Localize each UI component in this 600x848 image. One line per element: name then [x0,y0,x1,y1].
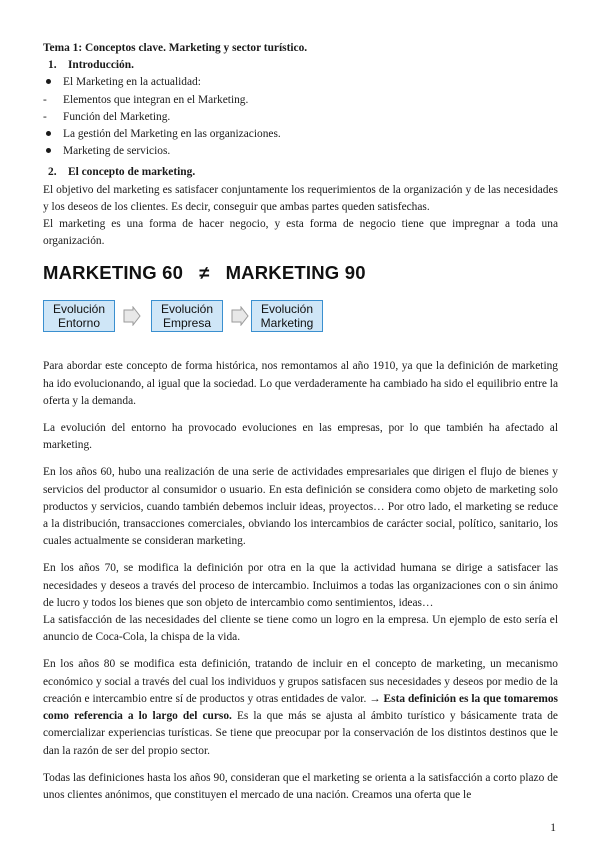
bullet-dot-icon [43,74,63,91]
section-heading-introduccion [43,57,558,74]
flow-box-line: Marketing [260,316,314,331]
paragraph: Para abordar este concepto de forma histórica, nos remontamos al año 1910, ya que la definición de marketing ha ido evolucionando, al igual que la sociedad. Lo que verdaderamente ha cambiado ha sido el equilibrio entre la oferta y la demanda. [43,360,558,407]
dash-marker: - [43,93,47,106]
flow-box-line: Evolución [52,302,106,317]
flow-arrow-icon [231,306,249,326]
dash-marker: - [43,110,47,123]
evolution-flow-diagram [43,300,558,352]
bullet-dot-icon [43,143,63,160]
section-number: 1. [48,59,57,72]
paragraph: La satisfacción de las necesidades del cliente se tiene como un logro en la empresa. Un ejemplo de esto sería el anuncio de Coca-Cola, la chispa de la vida. [43,614,558,644]
paragraph: La evolución del entorno ha provocado evoluciones en las empresas, por lo que también ha afectado al marketing. [43,422,558,452]
list-item-text: La gestión del Marketing en las organizaciones. [63,128,281,141]
flow-box-empresa [151,300,223,332]
list-item [43,92,558,109]
flow-box-line: Empresa [162,316,212,331]
section-heading-concepto [43,164,558,181]
document-page [43,40,558,804]
paragraph: En los años 60, hubo una realización de una serie de actividades empresariales que dirigen el flujo de bienes y servicios del productor al consumidor o usuario. En esta definición se considera como objeto de marketing solo productos y servicios, cuando también debemos incluir ideas, proyectos… Por otro lado, el marketing se reduce a la distribución, transacciones comerciales, obviando los intercambios de carácter social, político, sanitario, los cuales actualmente se consideran marketing. [43,466,558,548]
paragraph-text: En los años 80 se modifica esta definición, tratando de incluir en el concepto de marketing, un mecanismo económico y social a través del cual los individuos y grupos satisfacen sus necesidades y deseos por medio de la creación e intercambio entre sí de productos y otras entidades de valor. [43,658,558,705]
list-item [43,143,558,160]
paragraph: El objetivo del marketing es satisfacer conjuntamente los requerimientos de la organización y de las necesidades y los deseos de los clientes. Es decir, conseguir que ambas partes queden satisfechas. [43,183,558,213]
paragraph [43,656,558,759]
flow-box-line: Evolución [260,302,314,317]
heading-left: MARKETING 60 [43,262,184,284]
paragraph: Todas las definiciones hasta los años 90, consideran que el marketing se orienta a la satisfacción a corto plazo de unos clientes anónimos, que constituyen el mercado de una nación. Creamos una oferta que le [43,771,558,801]
flow-box-entorno [43,300,115,332]
marketing-comparison-heading [43,264,558,290]
list-item [43,74,558,91]
flow-box-line: Evolución [160,302,214,317]
section-title: Introducción. [68,59,134,72]
document-title: Tema 1: Conceptos clave. Marketing y sector turístico. [43,42,308,54]
section-number: 2. [48,166,57,179]
page-number: 1 [550,822,556,834]
flow-box-marketing [251,300,323,332]
paragraph-emphasis: → Esta definición es la que tomaremos como referencia a lo largo del curso. [43,692,558,723]
list-item-text: El Marketing en la actualidad: [63,76,201,89]
list-item [43,109,558,126]
list-item-text: Marketing de servicios. [63,145,171,158]
flow-arrow-icon [123,306,141,326]
paragraph: El marketing es una forma de hacer negocio, y esta forma de negocio tiene que impregnar a toda una organización. [43,218,558,248]
section-title: El concepto de marketing. [68,166,196,179]
list-item [43,126,558,143]
paragraph-text: Es la que más se ajusta al ámbito turístico y básicamente trata de comercializar experiencias turísticas. Se tiene que preocupar por la conservación de los distintos destinos que le dan la razón de ser del propio sector. [43,710,558,757]
list-item-text: Función del Marketing. [63,110,171,123]
paragraph: En los años 70, se modifica la definición por otra en la que la actividad humana se dirige a satisfacer las necesidades y deseos a través del proceso de intercambio. Incluimos a todas las organizaciones con o sin ánimo de lucro y todos los bienes que son objeto de intercambio como sentimientos, ideas… [43,562,558,609]
not-equal-sign: ≠ [199,262,210,284]
list-item-text: Elementos que integran en el Marketing. [63,93,249,106]
heading-right: MARKETING 90 [225,262,366,284]
bullet-dot-icon [43,126,63,143]
flow-box-line: Entorno [57,316,101,331]
